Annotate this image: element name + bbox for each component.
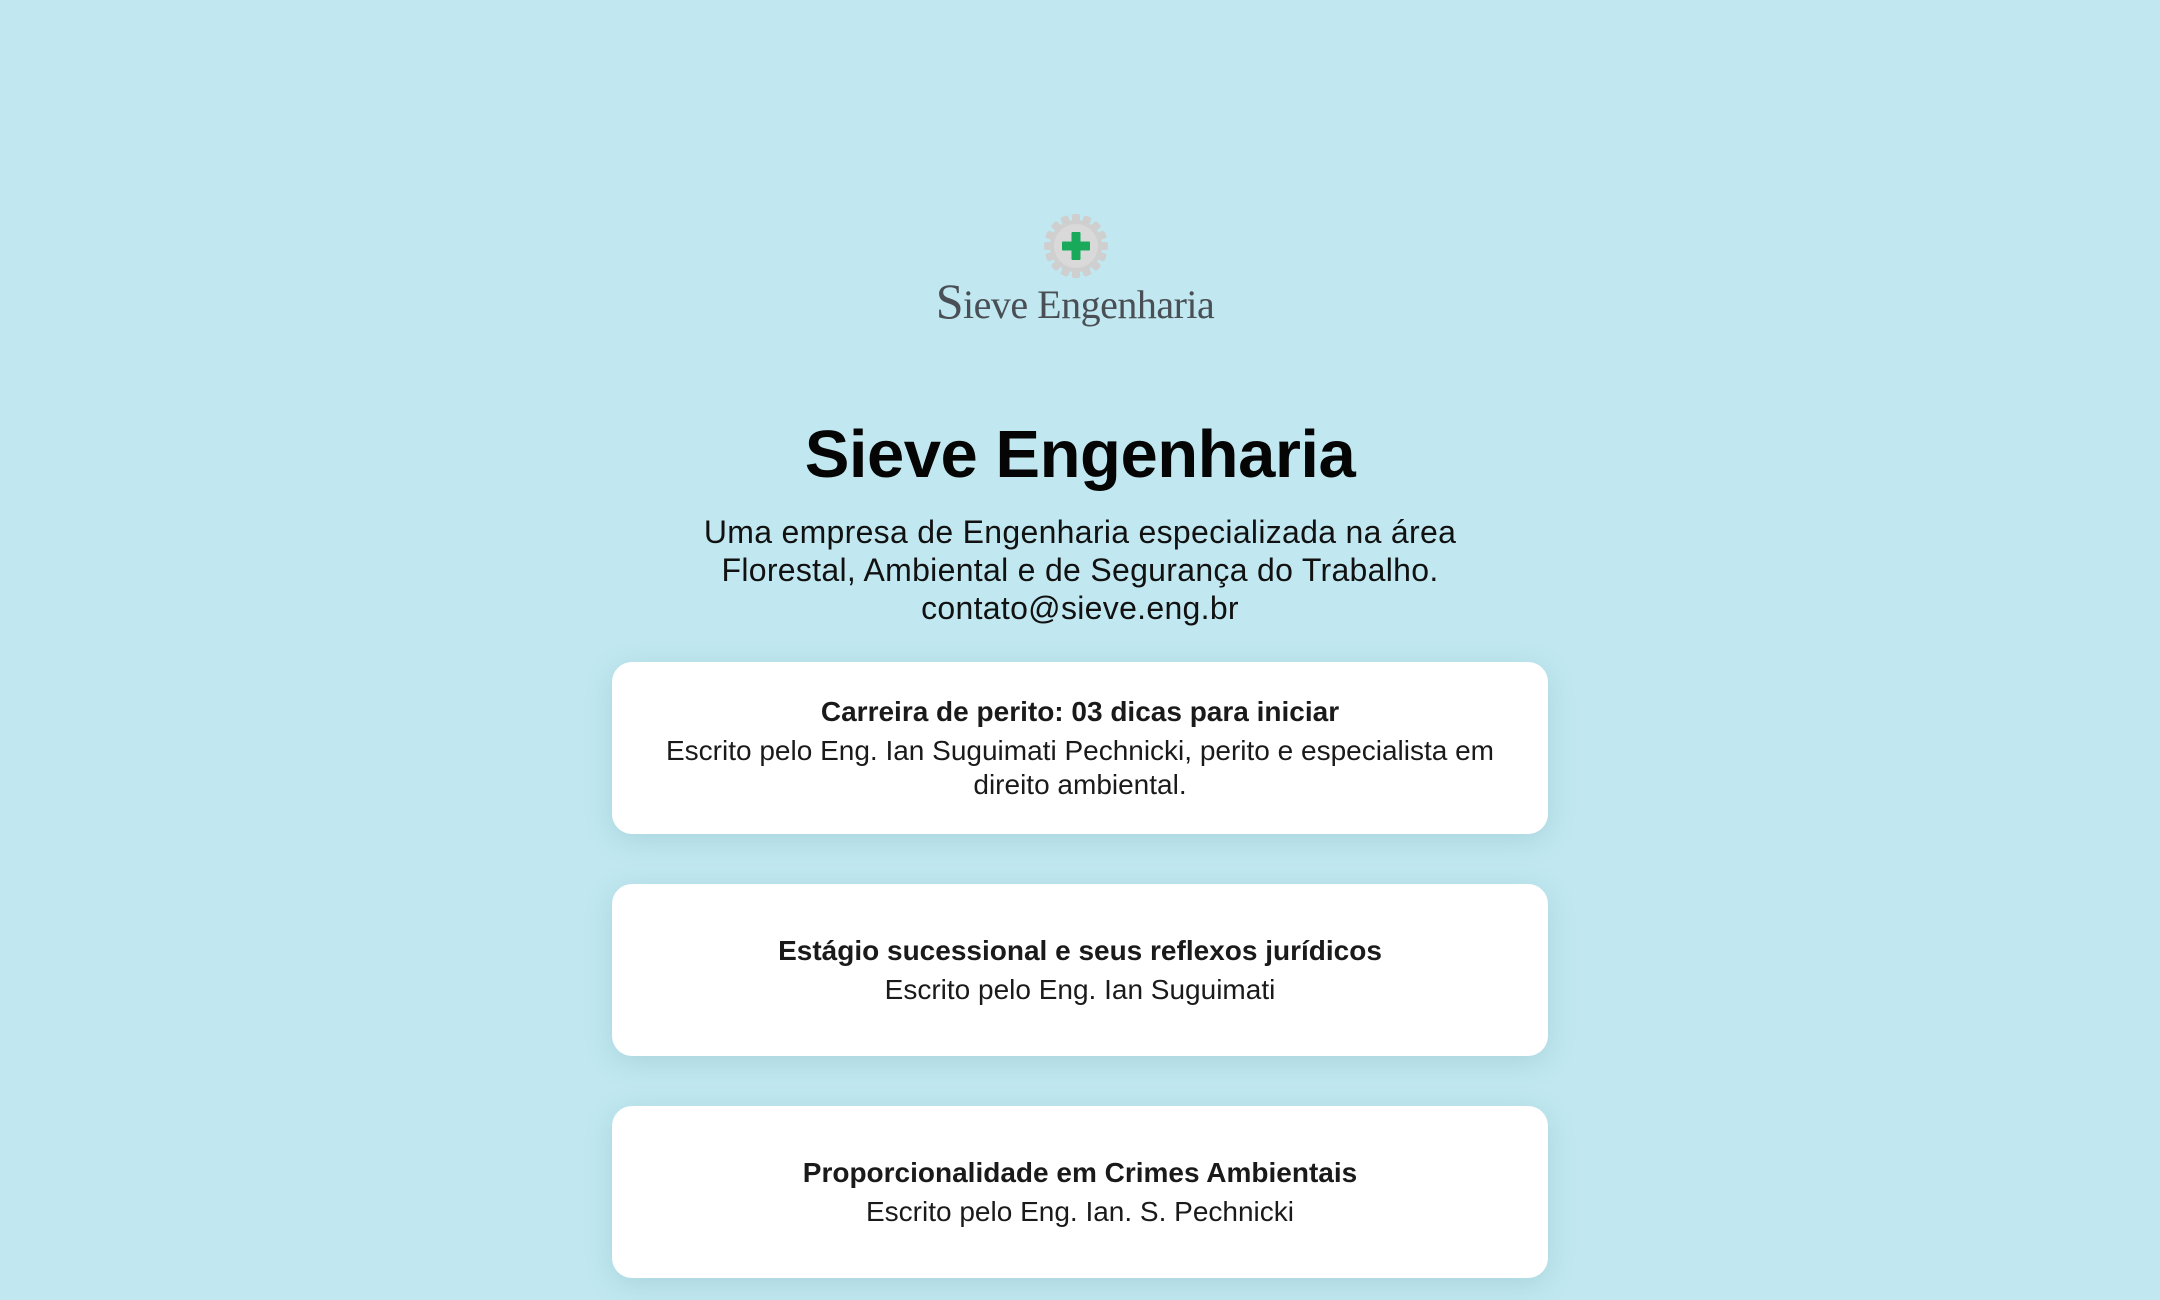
link-card-description: Escrito pelo Eng. Ian Suguimati <box>884 974 1276 1005</box>
logo-wordmark <box>920 272 1230 330</box>
logo-initial: S <box>935 273 964 329</box>
description-line-1: Uma empresa de Engenharia especializada na área <box>703 514 1457 550</box>
contact-email[interactable]: contato@sieve.eng.br <box>921 590 1239 626</box>
link-card-estagio[interactable] <box>612 884 1548 1056</box>
link-card-description: Escrito pelo Eng. Ian Suguimati Pechnicki, perito e especialista em direito ambiental. <box>666 735 1494 800</box>
link-card-title: Proporcionalidade em Crimes Ambientais <box>802 1157 1358 1188</box>
brand-logo <box>920 206 1230 336</box>
description-line-2: Florestal, Ambiental e de Segurança do Trabalho. <box>721 552 1439 588</box>
page-description <box>580 513 1580 627</box>
link-card-proporcionalidade[interactable] <box>612 1106 1548 1278</box>
link-card-description: Escrito pelo Eng. Ian. S. Pechnicki <box>866 1196 1294 1227</box>
logo-rest: ieve Engenharia <box>963 282 1215 327</box>
link-card-title: Carreira de perito: 03 dicas para iniciar <box>820 696 1340 727</box>
page-title: Sieve Engenharia <box>804 417 1356 492</box>
link-card-title: Estágio sucessional e seus reflexos jurídicos <box>778 935 1382 966</box>
link-card-carreira[interactable] <box>612 662 1548 834</box>
